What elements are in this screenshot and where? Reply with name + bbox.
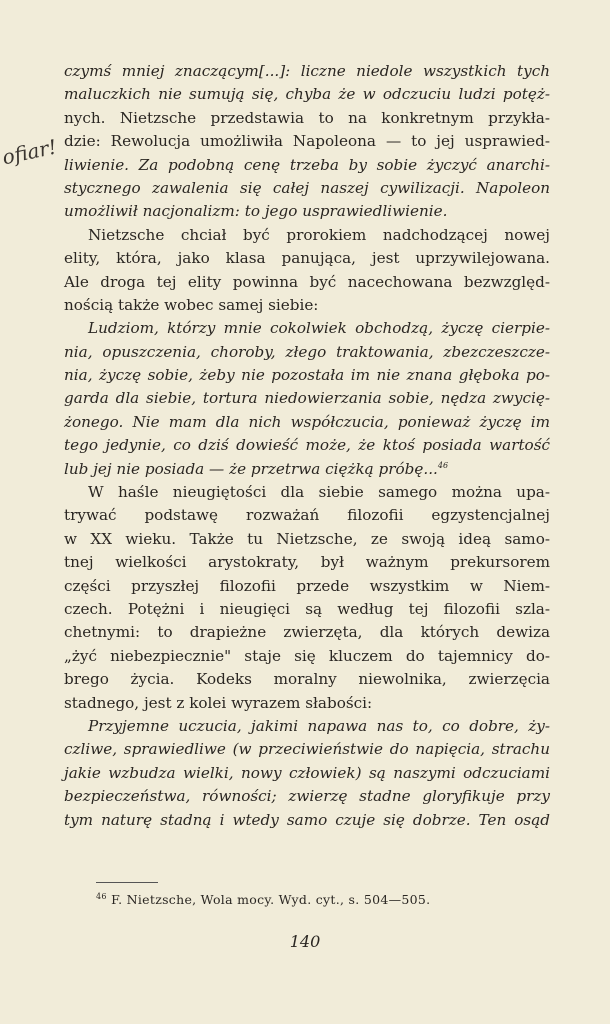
quote-line: jakie wzbudza wielki, nowy człowiek) są naszymi odczuciami <box>64 763 550 782</box>
quote-line: czliwe, sprawiedliwe (w przeciwieństwie do napięcia, strachu <box>64 740 550 759</box>
text-line: nością także wobec samej siebie: <box>64 295 319 314</box>
text-line: chetnymi: to drapieżne zwierzęta, dla których dewiza <box>64 623 550 642</box>
text-line: maluczkich nie sumują się, chyba że w odczuciu ludzi potęż- <box>64 85 550 104</box>
text-line: stycznego zawalenia się całej naszej cywilizacji. Napoleon <box>64 178 550 197</box>
text-line: brego życia. Kodeks moralny niewolnika, zwierzęcia <box>64 670 550 689</box>
text-line: czech. Potężni i nieugięci są według tej filozofii szla- <box>64 599 550 618</box>
quote-line: tym naturę stadną i wtedy samo czuje się dobrze. Ten osąd <box>64 810 550 829</box>
text-line: trywać podstawę rozważań filozofii egzystencjalnej <box>64 506 550 525</box>
quote-line: bezpieczeństwa, równości; zwierzę stadne gloryfikuje przy <box>64 787 550 806</box>
text-line: w XX wieku. Także tu Nietzsche, ze swoją ideą samo- <box>64 529 550 548</box>
text-line: W haśle nieugiętości dla siebie samego można upa- <box>88 483 550 502</box>
quote-line: Przyjemne uczucia, jakimi napawa nas to, co dobre, ży- <box>88 716 550 735</box>
page-number: 140 <box>289 932 321 951</box>
footnote <box>96 892 430 907</box>
text-line: „żyć niebezpiecznie" staje się kluczem do tajemnicy do- <box>64 646 550 665</box>
text-line: stadnego, jest z kolei wyrazem słabości: <box>64 693 373 712</box>
text-line: elity, która, jako klasa panująca, jest uprzywilejowana. <box>64 249 550 268</box>
text-line: nych. Nietzsche przedstawia to na konkretnym przykła- <box>64 108 550 127</box>
quote-line: garda dla siebie, tortura niedowierzania sobie, nędza zwycię- <box>64 389 550 408</box>
text-line: umożliwił nacjonalizm: to jego usprawiedliwienie. <box>64 202 448 221</box>
footnote-divider <box>96 882 158 883</box>
footnote-reference: 46 <box>437 460 449 470</box>
text-line: czymś mniej znaczącym[...]: liczne niedole wszystkich tych <box>64 62 550 80</box>
quote-line: nia, życzę sobie, żeby nie pozostała im nie znana głęboka po- <box>64 366 550 385</box>
quote-line-text: lub jej nie posiada — że przetrwa ciężką próbę... <box>64 459 438 478</box>
handwritten-margin-note: ofiar! <box>0 134 59 170</box>
footnote-number: 46 <box>96 891 107 901</box>
text-line: części przyszłej filozofii przede wszystkim w Niem- <box>64 576 550 595</box>
text-line: liwienie. Za podobną cenę trzeba by sobie życzyć anarchi- <box>64 155 550 174</box>
quote-line <box>64 458 550 481</box>
text-line: dzie: Rewolucja umożliwiła Napoleona — to jej usprawied- <box>64 132 550 151</box>
text-line: Ale droga tej elity powinna być nacechowana bezwzględ- <box>64 272 550 291</box>
quote-line: żonego. Nie mam dla nich współczucia, ponieważ życzę im <box>64 412 550 431</box>
text-line: tnej wielkości arystokraty, był ważnym prekursorem <box>64 553 550 572</box>
quote-line: tego jedynie, co dziś dowieść może, że ktoś posiada wartość <box>64 436 550 455</box>
quote-line: nia, opuszczenia, choroby, złego traktowania, zbezczeszcze- <box>64 342 550 361</box>
body-text <box>64 60 550 832</box>
footnote-text: F. Nietzsche, Wola mocy. Wyd. cyt., s. 504—505. <box>111 892 431 907</box>
quote-line: Ludziom, którzy mnie cokolwiek obchodzą, życzę cierpie- <box>88 319 550 338</box>
text-line: Nietzsche chciał być prorokiem nadchodzącej nowej <box>88 225 550 244</box>
